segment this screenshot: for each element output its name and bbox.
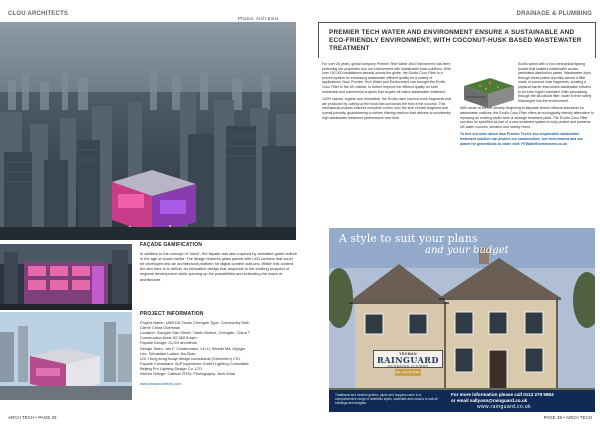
article-paragraph: For over 25 years, global company Premier Tech Water and Environment has been protecting our properties and our environment with sustainable local solutions. With over 150,000 installations already across the globe, the Ecoflo Coco Filter is a proven system for enhancing wastewater effluent quality for a variety of applications. Now, Premier Tech Water and Environment has brought the Ecoflo Coco Filter to the UK market, to further improve the effluent quality for both residential and commercial projects that require off-mains wastewater treatment. bbox=[322, 62, 451, 94]
project-info-line: Project Name: UNIFUN Tianfu Chengdu Type: Community Mall bbox=[140, 320, 249, 326]
logo-rainwater-systems: RAINWATER SYSTEMS bbox=[387, 364, 429, 368]
project-info-section bbox=[140, 312, 300, 386]
logo-rainguard: RAINGUARD bbox=[377, 355, 439, 365]
facade-body: In addition to the concept of “cube”, the façade was also inspired by animated game culture in the age of social media. The design features glass panels with LED curtains that could be developed into an architectural platform for digital content add-ons. Within this context, the aim here is to deliver an innovative design that responds to the existing prospect of regional development while opening up the possibilities and extending the reach of architecture. bbox=[140, 251, 298, 282]
page-header-left: CLOU ARCHITECTS bbox=[8, 11, 69, 17]
page-header-right: DRAINAGE & PLUMBING bbox=[516, 11, 592, 17]
project-info-line: Interior Design: Callison RTKL Photography: Arch-Exist bbox=[140, 371, 235, 377]
project-info-line: Façade Consultant: SuP Ingenieure GmbH Lighting Consultant: bbox=[140, 360, 250, 366]
page-footer-right: PAGE 35 • ARCH TECH bbox=[543, 415, 592, 420]
project-info-line: Location: Xianghe San Street, Tianfu District, Chengdu, China 7 bbox=[140, 330, 250, 336]
project-info-line: Design Team: Jan F. Clostermann, Lin Li, Wenlei Ma, Wyngin bbox=[140, 345, 246, 351]
project-info-heading: PROJECT INFORMATION bbox=[140, 311, 204, 317]
article-paragraph: With areas of the UK already beginning to stipulate stricter effluent standards for wastewater outflows, the Ecoflo Coco Filter offers an ecologically friendly alternative to replacing an existing septic tank or sewage treatment plant. The Ecoflo Coco Filter can also be specified as part of a new treatment system to fully protect and preserve UK water courses, streams and nearby rivers. bbox=[460, 106, 594, 129]
project-info-line: Client: China Overseas bbox=[140, 325, 181, 331]
facade-day-photo bbox=[0, 312, 132, 400]
premier-tech-article bbox=[318, 22, 596, 208]
advert-subheadline: and your budget bbox=[425, 245, 509, 256]
article-paragraph: Ecoflo works with a non-mechanical tipping bucket that scatters wastewater across perforated distribution plates. Wastewater drips through these plates and falls across a filter made of coconut husk fragments, creating a physical barrier that cleans wastewater effluent to an even higher standard. After percolating through the all-natural filter, water is then safely discharged into the environment. bbox=[518, 62, 592, 103]
article-body bbox=[318, 58, 596, 206]
experience-badge: Est. over 25 years bbox=[395, 370, 421, 374]
advert-headline: A style to suit your plans bbox=[339, 232, 478, 245]
advert-email[interactable]: or email sallyann@rainguard.co.uk bbox=[451, 397, 528, 403]
advert-contact-bar bbox=[329, 390, 595, 412]
rainguard-logo bbox=[373, 350, 443, 368]
article-right-column bbox=[460, 62, 594, 149]
project-info-line: LDI: Hong kong huayi design consultants (Shenzhen) LTD. bbox=[140, 355, 242, 361]
project-info-line: Beijing Pro Lighting Design Co. LTD. bbox=[140, 365, 204, 371]
article-title: PREMIER TECH WATER AND ENVIRONMENT ENSURE A SUSTAINABLE AND ECO-FRIENDLY ENVIRONMENT, WITH COCONUT-HUSK BASED WASTEWATER TREATMENT bbox=[318, 22, 596, 58]
project-website-link[interactable]: www.clouarchitects.com bbox=[140, 381, 182, 387]
project-info-line: Façade Design: CLOU architects bbox=[140, 340, 197, 346]
photo-credit: Photos: Arch-Exist bbox=[238, 16, 279, 21]
advert-phone[interactable]: For more information please call 0113 279 5854 bbox=[451, 392, 554, 397]
article-paragraph: 100% natural, organic and renewable, the Ecoflo uses coconut-husk fragments that are produced by cutting up the husk that surrounds the fruit of the coconut. This mechanical process ensures complete control over the size of each fragment and overall porosity, guaranteeing a uniform filtering medium that delivers a consistently high wastewater treatment performance over time. bbox=[322, 97, 451, 120]
rainguard-advert[interactable] bbox=[329, 228, 595, 412]
article-call-to-action[interactable]: To find out more about how Premier Tech’s eco-responsible wastewater treatment solution can protect our communities, our environment and our planet for generations to come visit: PTWaterEnvironment.co.uk bbox=[460, 132, 583, 146]
advert-description: Traditional and modern gutters, pipes and hoppers come in a comprehensive range of aesthetic styles, materials and colours to suit all buildings and budgets. bbox=[335, 393, 438, 406]
advert-website[interactable]: www.rainguard.co.uk bbox=[477, 404, 532, 410]
project-info-line: Lee, Sebastian Loaiza, Na Zhao bbox=[140, 350, 196, 356]
hero-aerial-photo bbox=[0, 22, 296, 240]
facade-section bbox=[140, 243, 298, 282]
facade-night-photo bbox=[0, 244, 132, 310]
facade-heading: FAÇADE GAMIFICATION bbox=[140, 242, 203, 248]
advert-contact bbox=[451, 392, 554, 403]
logo-yeoman: YEOMAN bbox=[399, 352, 417, 356]
page-footer-left: ARCH TECH • PAGE 34 bbox=[8, 415, 57, 420]
project-info-line: Construction Area: 62,382.8 sqm bbox=[140, 335, 197, 341]
article-left-column bbox=[322, 62, 452, 123]
